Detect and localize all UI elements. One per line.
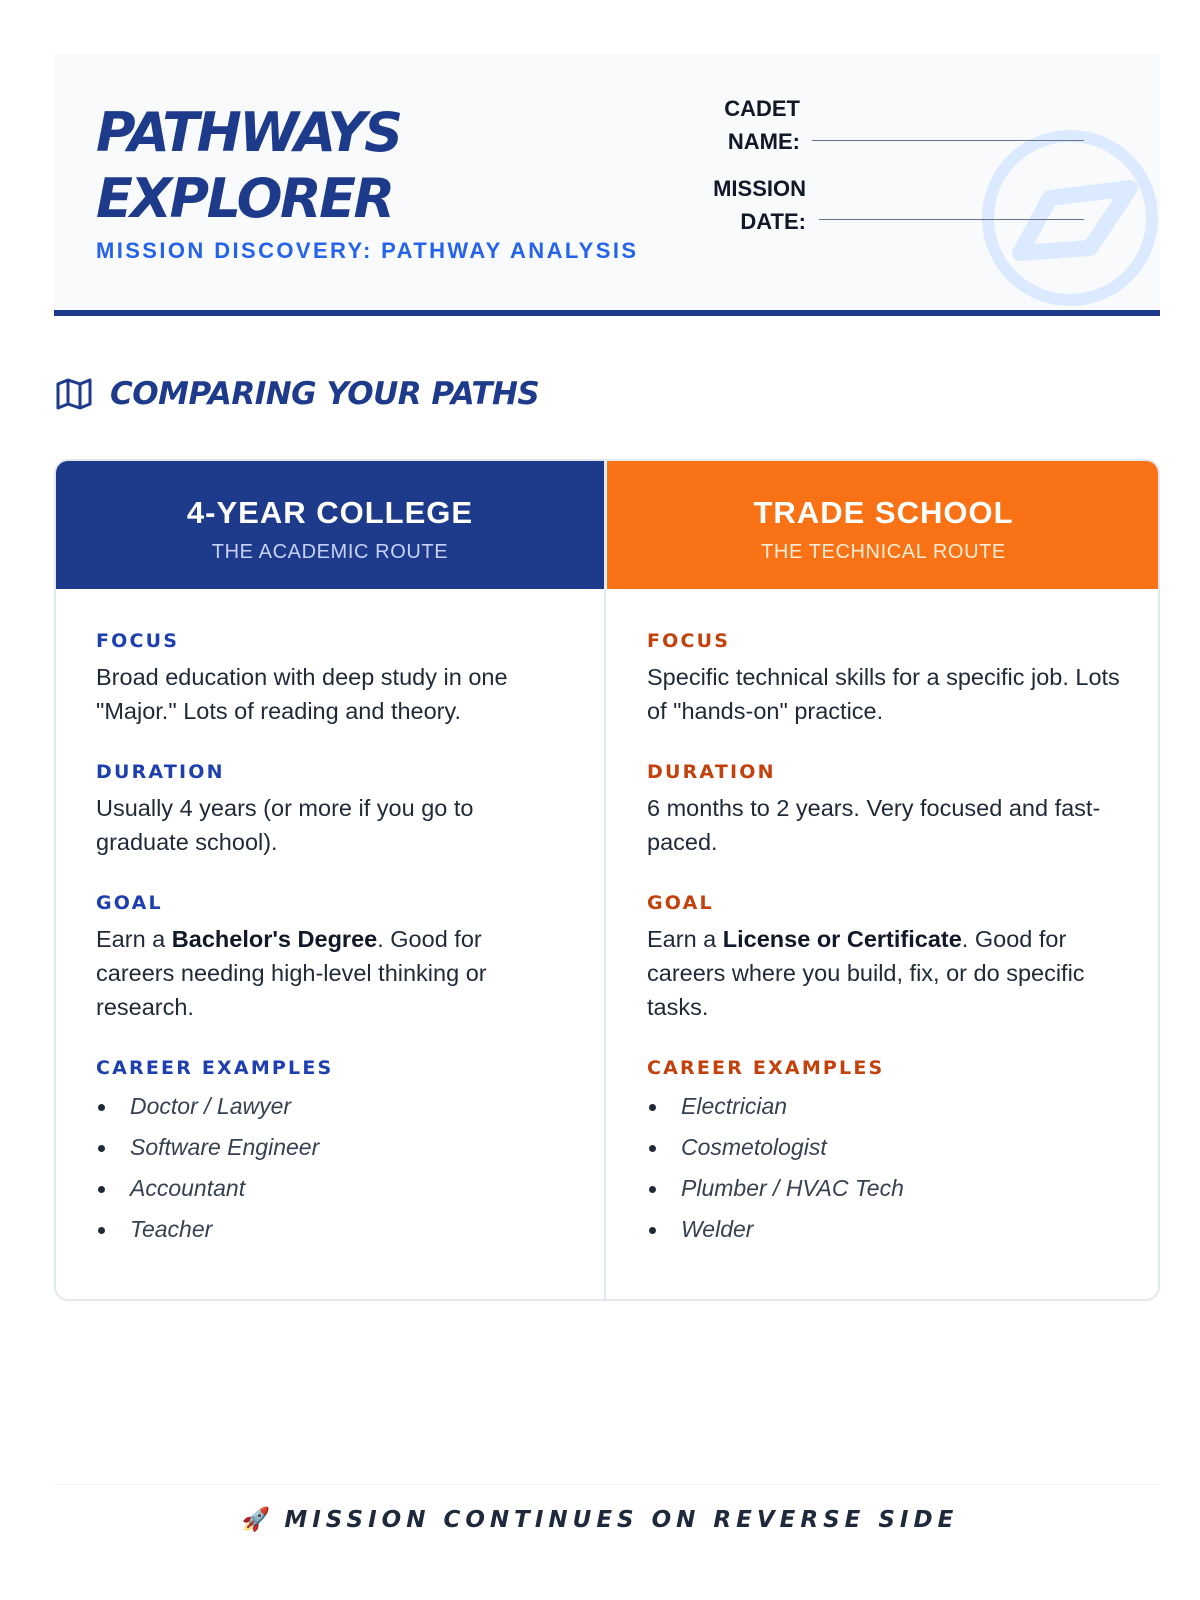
list-item: Teacher [96,1209,564,1250]
list-item: Accountant [96,1168,564,1209]
cadet-name-field[interactable] [812,140,1084,141]
trade-column-header [607,461,1160,589]
map-icon [56,378,92,410]
college-column-header [56,461,604,589]
duration-label: DURATION [96,761,225,783]
goal-label: GOAL [647,892,714,914]
focus-text: Broad education with deep study in one "Major." Lots of reading and theory. [96,664,508,724]
footer-note [0,1506,1200,1533]
goal-text: Earn a Bachelor's Degree. Good for careers needing high-level thinking or research. [96,926,487,1020]
duration-text: Usually 4 years (or more if you go to graduate school). [96,795,474,855]
list-item: Electrician [647,1086,1120,1127]
rocket-icon: 🚀 [241,1507,271,1533]
duration-block [96,760,564,859]
careers-label: CAREER EXAMPLES [96,1057,334,1079]
goal-text: Earn a License or Certificate. Good for careers where you build, fix, or do specific tasks. [647,926,1085,1020]
list-item: Welder [647,1209,1120,1250]
goal-block [96,891,564,1024]
worksheet-header [54,54,1160,316]
column-subtitle: THE TECHNICAL ROUTE [761,541,1006,563]
focus-block [647,629,1120,728]
goal-block [647,891,1120,1024]
list-item: Doctor / Lawyer [96,1086,564,1127]
duration-text: 6 months to 2 years. Very focused and fast-paced. [647,795,1101,855]
mission-date-field[interactable] [819,219,1084,220]
cadet-name-label: CADET NAME: [724,96,800,154]
list-item: Software Engineer [96,1127,564,1168]
compass-icon [980,128,1160,316]
column-subtitle: THE ACADEMIC ROUTE [211,541,449,563]
list-item: Plumber / HVAC Tech [647,1168,1120,1209]
comparison-card [54,459,1160,1301]
focus-text: Specific technical skills for a specific job. Lots of "hands-on" practice. [647,664,1120,724]
duration-block [647,760,1120,859]
page-title: PATHWAYS EXPLORER [96,101,401,230]
careers-block [96,1056,564,1250]
mission-date-label: MISSION DATE: [713,176,806,234]
college-column [56,461,606,1299]
page-subtitle: MISSION DISCOVERY: PATHWAY ANALYSIS [96,238,639,263]
careers-label: CAREER EXAMPLES [647,1057,885,1079]
goal-label: GOAL [96,892,163,914]
trade-column [607,461,1160,1299]
focus-block [96,629,564,728]
footer-divider [54,1484,1160,1485]
duration-label: DURATION [647,761,776,783]
footer-text: MISSION CONTINUES ON REVERSE SIDE [284,1507,959,1533]
section-title: COMPARING YOUR PATHS [110,376,540,412]
careers-block [647,1056,1120,1250]
column-title: 4-YEAR COLLEGE [186,495,474,530]
list-item: Cosmetologist [647,1127,1120,1168]
career-list [96,1086,564,1250]
focus-label: FOCUS [647,630,731,652]
column-title: TRADE SCHOOL [753,495,1014,530]
focus-label: FOCUS [96,630,180,652]
career-list [647,1086,1120,1250]
